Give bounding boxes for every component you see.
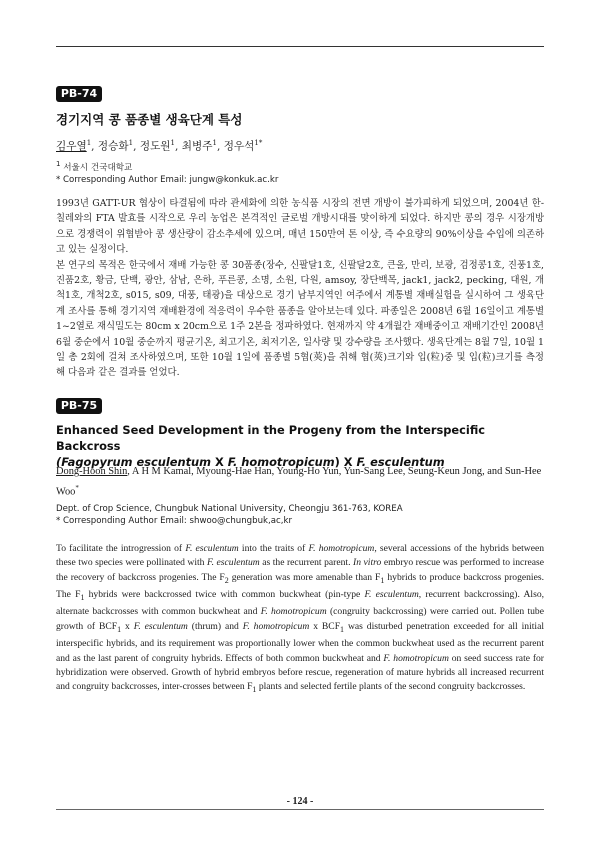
pb75-abstract: To facilitate the introgression of F. esculentum into the traits of F. homotropicum, several accessions of the hybrids between these two species were pollinated with F. esculentum as the recurrent parent. In vitro embryo rescue was performed to increase the recovery of backcross progenies. The $F_2$ generation was more amenable than $F_1$ hybrids to produce backcross progenies. The $F_1$ hybrids were backcrossed twice with common buckwheat (pin-type F. esculentum, recurrent backcrossing). Also, alternate backcrosses with common buckwheat and F. homotropicum (congruity backcrossing) were carried out. Pollen tube growth of $BCF_1$ x F. esculentum (thrum) and F. homotropicum x $BCF_1$ was disturbed penetration exceeded for all initial interspecific hybrids, and its requirement was proportionally lower when the common buckwheat used as the recurrent parent and as the last parent of congruity hybrids. Effects of both common buckwheat and F. homotropicum on seed success rate for hybridization were observed. Growth of hybrid embryos before rescue, regeneration of mature hybrids all increased recurrent and congruity backcrosses, inter-crosses between $F_1$ plants and selected fertile plants of the second congruity backcrosses.: [56, 543, 545, 695]
pb75-badge: PB-75: [56, 398, 102, 414]
pb75-other-authors: , A H M Kamal, Myoung-Hae Han, Young-Ho Yun, Yun-Sang Lee, Seung-Keun Jong, and Sun-Hee Woo: [56, 466, 542, 498]
pb75-title-species-3: F. esculentum: [356, 455, 445, 469]
pb75-title-species-1: (Fagopyrum esculentum: [56, 455, 212, 469]
pb74-author-sup: 1: [170, 139, 176, 147]
pb74-author: 정우석: [223, 140, 255, 153]
pb74-badge: PB-74: [56, 86, 102, 102]
pb75-title-species-2: F. homotropicum: [227, 455, 335, 469]
pb74-author-sup: 1*: [254, 139, 263, 147]
pb75-authors: [56, 464, 544, 500]
pb74-author: 정도원: [139, 140, 171, 153]
pb75-author-sup: *: [75, 484, 79, 492]
pb75-title-line1: Enhanced Seed Development in the Progeny from the Interspecific Backcross: [56, 423, 486, 453]
pb75-title: [56, 422, 546, 470]
pb74-title: 경기지역 콩 품종별 생육단계 특성: [56, 112, 243, 127]
pb75-first-author: Dong-Hoon Shin: [56, 466, 128, 477]
page-number: - 124 -: [286, 796, 314, 807]
pb75-corresponding-email: Corresponding Author Email: shwoo@chungbuk,ac,kr: [63, 516, 292, 526]
pb74-author: 김우열: [56, 140, 87, 153]
header-rule: [56, 46, 544, 47]
pb74-paragraph-1: 1993년 GATT-UR 협상이 타결됨에 따라 관세화에 의한 농식품 시장의 전면 개방이 불가피하게 되었으며, 2004년 한-칠레와의 FTA 발효를 시작으로 우리 농업은 본격적인 글로벌 개방시대를 맞이하게 되었다. 하지만 콩의 경우 시장개방으로 경쟁력이 위협받아 콩 생산량이 감소추세에 있으며, 매년 150만여 톤 이상, 즉 수요량의 90%이상을 수입에 의존하고 있는 실정이다.: [56, 198, 544, 256]
pb74-author-sup: 1: [128, 139, 134, 147]
pb75-affiliation: Dept. of Crop Science, Chungbuk National University, Cheongju 361-763, KOREA: [56, 504, 403, 514]
pb74-affiliation: 서울시 건국대학교: [63, 162, 133, 173]
pb74-author: 최병주: [181, 140, 213, 153]
footer-rule: [56, 809, 544, 810]
pb74-author-sup: 1: [86, 139, 92, 147]
pb74-author: 정승화: [97, 140, 129, 153]
pb74-authors: 김우열$^1$, 정승화$^1$, 정도원$^1$, 최병주$^1$, 정우석$^{1*}$: [56, 139, 263, 153]
pb74-affiliation-block: $^1$ 서울시 건국대학교 * Corresponding Author Email: jungw@konkuk.ac.kr: [56, 160, 279, 185]
pb75-title-cross-2: ) X: [334, 455, 357, 469]
pb74-abstract: [56, 196, 544, 381]
pb74-corresponding-email: Corresponding Author Email: jungw@konkuk.ac.kr: [63, 174, 279, 185]
pb75-affiliation-block: Dept. of Crop Science, Chungbuk National University, Cheongju 361-763, KOREA * Corresponding Author Email: shwoo@chungbuk,ac,kr: [56, 503, 544, 527]
pb75-title-cross-1: X: [211, 455, 228, 469]
pb74-paragraph-2: 본 연구의 목적은 한국에서 재배 가능한 콩 30품종(장수, 신팔달1호, 신팔달2호, 큰올, 만리, 보광, 검정콩1호, 진풍1호, 진품2호, 황금, 단백, 광안, 삼남, 은하, 푸른콩, 소명, 소원, 다원, amsoy, 장단백목, jack1, jack2, pecking, 대원, 개척1호, 개척2호, s015, s09, 대풍, 태광)을 대상으로 경기 남부지역인 여주에서 계통별 재배실험을 실시하여 그 생육단계 조사를 통해 경기지역 재배환경에 적응력이 우수한 품종을 알아보는데 있다. 파종일은 2008년 6월 16일이고 계통별 1~2열로 재식밀도는 80cm x 20cm으로 1주 2본을 정파하였다. 현재까지 약 4개월간 재배중이고 재배기간인 2008년 6월 중순에서 10월 중순까지 평균기온, 최고기온, 최저기온, 일사량 및 강수량을 조사했다. 생육단계는 8월 7일, 10월 1일 총 2회에 걸쳐 조사하였으며, 또한 10월 1일에 품종별 5협(莢)을 취해 협(莢)크기와 입(粒)중 및 입(粒)크기를 측정해 다음과 같은 결과를 얻었다.: [56, 259, 544, 379]
pb74-author-sup: 1: [212, 139, 217, 147]
